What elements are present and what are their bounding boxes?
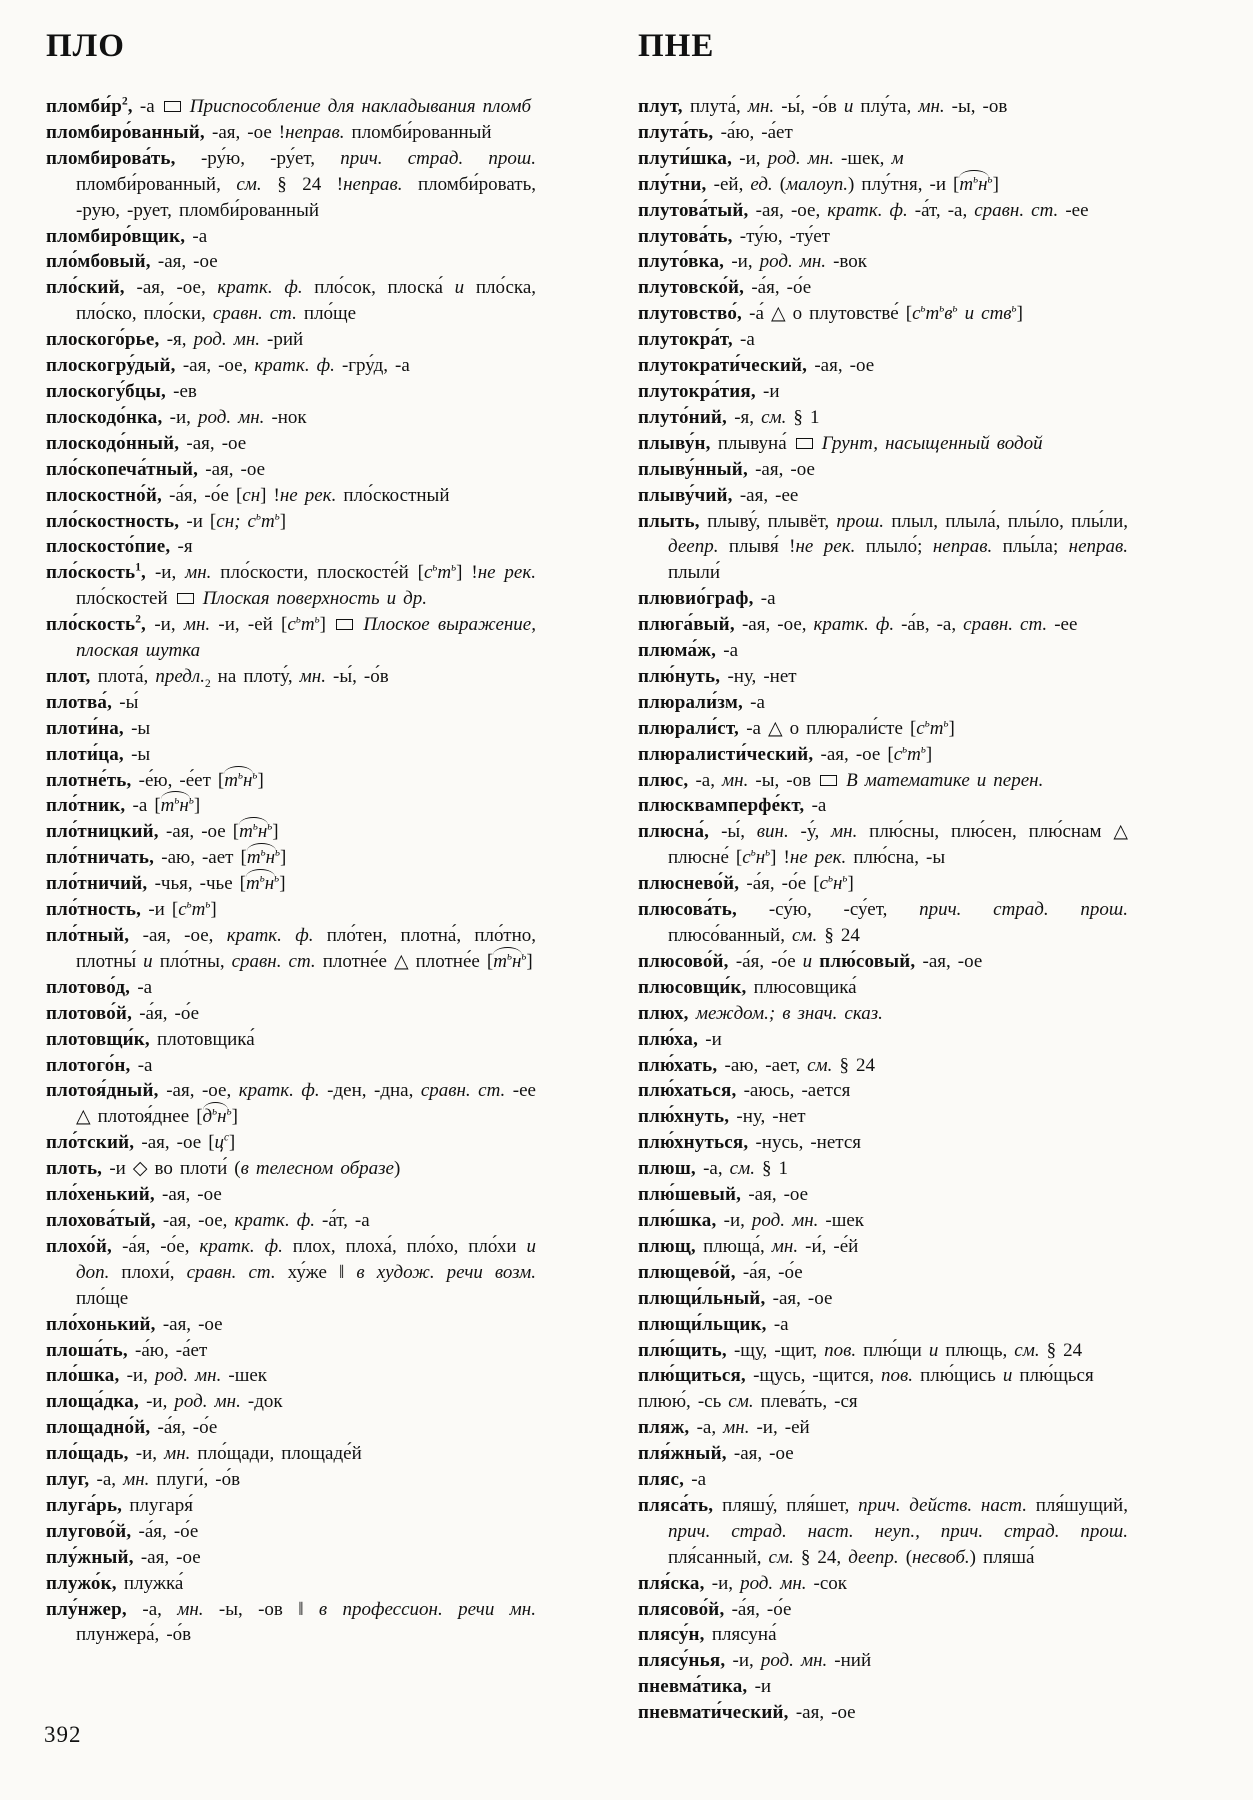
running-head-right: ПНЕ: [638, 28, 715, 64]
dictionary-entry: плоскодо́нка, -и, род. мн. -нок: [46, 406, 307, 428]
dictionary-entry: плыву́нный, -ая, -ое: [638, 458, 815, 480]
dictionary-entry: пло́тничий, -чья, -чье $[т^ьн^ь]$: [46, 871, 536, 897]
dictionary-entry: плыть, плыву́, плывёт, прош. плыл, плыла́, плы́ло, плы́ли, деепр. плывя́ !не рек. плыло́; неправ. плы́ла; неправ. плыли́: [638, 510, 1129, 584]
dictionary-entry: плохо́й, -а́я, -о́е, кратк. ф. плох, плоха́, пло́хо, пло́хи и доп. плохи́, сравн. ст. ху́же ‖ в худож. речи возм. пло́ще: [46, 1235, 536, 1309]
dictionary-entry: плутовство́, -а́ △ о плутовстве́ [$с^ьт^ьв^ь$ и ств$^ь$]: [638, 302, 1023, 325]
dictionary-entry: пляс, -а: [638, 1469, 707, 1491]
dictionary-entry: плотоя́дный, -ая, -ое, кратк. ф. -ден, -дна, сравн. ст. -ее △ плотоя́днее $[д^ьн^ь]$: [46, 1078, 536, 1130]
dictionary-entry: плю́шевый, -ая, -ое: [638, 1184, 809, 1206]
dictionary-entry: плясу́нья, -и, род. мн. -ний: [638, 1650, 872, 1672]
dictionary-entry: пломбиро́ванный, -ая, -ое !неправ. пломби́рованный: [46, 121, 492, 143]
dictionary-entry: плюсово́й, -а́я, -о́е и плю́совый, -ая, -ое: [638, 950, 983, 972]
dictionary-entry: пло́хенький, -ая, -ое: [46, 1184, 222, 1206]
dictionary-entry: плю́нуть, -ну, -нет: [638, 665, 797, 687]
dictionary-entry: плясово́й, -а́я, -о́е: [638, 1598, 792, 1620]
dictionary-entry: плюс, -а, мн. -ы, -ов В математике и перен.: [638, 769, 1044, 791]
dictionary-entry: плю́хнуть, -ну, -нет: [638, 1106, 806, 1128]
definition-box-icon: [164, 101, 181, 112]
dictionary-entry: пломбиро́вщик, -а: [46, 225, 208, 247]
dictionary-entry: плющ, плюща́, мн. -и́, -е́й: [638, 1235, 859, 1257]
dictionary-entry: плюш, -а, см. § 1: [638, 1158, 789, 1180]
dictionary-entry: пло́тницкий, -ая, -ое $[т^ьн^ь]$: [46, 819, 536, 845]
dictionary-entry: плоскодо́нный, -ая, -ое: [46, 432, 247, 454]
dictionary-entry: плоскосто́пие, -я: [46, 536, 193, 558]
dictionary-entry: плуг, -а, мн. плуги́, -о́в: [46, 1469, 241, 1491]
dictionary-entry: плыву́чий, -ая, -ее: [638, 484, 799, 506]
dictionary-entry: плот, плота́, $предл._2$ на плоту́, мн. -ы́, -о́в: [46, 665, 389, 690]
dictionary-entry: пляж, -а, мн. -и, -ей: [638, 1417, 810, 1439]
dictionary-entry: плюсквамперфе́кт, -а: [638, 795, 827, 817]
dictionary-entry: плутова́тый, -ая, -ое, кратк. ф. -а́т, -а, сравн. ст. -ее: [638, 199, 1089, 221]
dictionary-entry: пло́хонький, -ая, -ое: [46, 1313, 223, 1335]
dictionary-entry: пло́тный, -ая, -ое, кратк. ф. пло́тен, плотна́, пло́тно, плотны́ и пло́тны, сравн. ст. плотне́е △ плотне́е $[т^ьн^ь]$: [46, 923, 536, 975]
dictionary-entry: плотовщи́к, плотовщика́: [46, 1028, 255, 1050]
page-number: 392: [44, 1722, 82, 1747]
dictionary-entry: плутовско́й, -а́я, -о́е: [638, 277, 812, 299]
dictionary-entry: плути́шка, -и, род. мн. -шек, м: [638, 147, 904, 169]
dictionary-entry: плюралисти́ческий, -ая, -ое $[с^ьт^ь]$: [638, 743, 933, 765]
definition-box-icon: [336, 619, 353, 630]
dictionary-entry: плюма́ж, -а: [638, 640, 739, 662]
dictionary-entry: плю́хаться, -аюсь, -ается: [638, 1080, 851, 1102]
dictionary-entry: плоского́рье, -я, род. мн. -рий: [46, 329, 304, 351]
dictionary-entry: плотне́ть, -е́ю, -е́ет $[т^ьн^ь]$: [46, 768, 536, 794]
dictionary-entry: плутокра́т, -а: [638, 329, 755, 351]
dictionary-entry: плюрали́зм, -а: [638, 691, 765, 713]
dictionary-entry: пло́щадь, -и, мн. пло́щади, площаде́й: [46, 1443, 362, 1465]
dictionary-entry: плю́щиться, -щусь, -щится, пов. плю́щись и плю́щься: [638, 1365, 1094, 1387]
dictionary-entry: плюга́вый, -ая, -ое, кратк. ф. -а́в, -а, сравн. ст. -ее: [638, 614, 1078, 636]
dictionary-entry: плюсовщи́к, плюсовщика́: [638, 976, 857, 998]
dictionary-entry: плотово́д, -а: [46, 976, 153, 998]
dictionary-entry: плоша́ть, -а́ю, -а́ет: [46, 1339, 208, 1361]
dictionary-entry: плюснево́й, -а́я, -о́е $[с^ьн^ь]$: [638, 872, 854, 895]
dictionary-entry: плотва́, -ы́: [46, 691, 139, 713]
dictionary-entry: пло́тничать, -аю, -ает $[т^ьн^ь]$: [46, 845, 536, 871]
dictionary-entry: пло́шка, -и, род. мн. -шек: [46, 1365, 267, 1387]
dictionary-entry: плыву́н, плывуна́ Грунт, насыщенный водой: [638, 432, 1043, 454]
dictionary-entry: плутова́ть, -ту́ю, -ту́ет: [638, 225, 830, 247]
entries-left: [46, 94, 536, 1648]
dictionary-entry: плю́хать, -аю, -ает, см. § 24: [638, 1054, 875, 1076]
dictionary-entry: плотого́н, -а: [46, 1054, 153, 1076]
dictionary-entry: пломбирова́ть, -ру́ю, -ру́ет, прич. страд. прош. пломби́рованный, см. § 24 !неправ. пломби́ровать, -рую, -рует, пломби́рованный: [46, 147, 537, 221]
dictionary-entry: пля́ска, -и, род. мн. -сок: [638, 1572, 848, 1594]
dictionary-entry: плута́ть, -а́ю, -а́ет: [638, 121, 793, 143]
dictionary-entry: плоскогу́бцы, -ев: [46, 380, 197, 402]
dictionary-entry: пло́скость$^2$, -и, мн. -и, -ей $[с^ьт^ь]$ Плоское выражение, плоская шутка: [46, 613, 536, 662]
dictionary-entry: пневма́тика, -и: [638, 1676, 772, 1698]
column-right: [638, 26, 1128, 1726]
dictionary-entry: плу́жный, -ая, -ое: [46, 1546, 201, 1568]
dictionary-entry: плутократи́ческий, -ая, -ое: [638, 355, 875, 377]
dictionary-entry: пляса́ть, пляшу́, пля́шет, прич. действ. наст. пля́шущий, прич. страд. наст. неуп., прич. страд. прош. пля́санный, см. § 24, деепр. (несвоб.) пляша́: [638, 1494, 1128, 1568]
dictionary-entry: плоскогру́дый, -ая, -ое, кратк. ф. -гру́д, -а: [46, 355, 410, 377]
dictionary-entry: пло́скостность, -и [сн; $с^ьт^ь$]: [46, 510, 287, 532]
dictionary-entry: пля́жный, -ая, -ое: [638, 1443, 794, 1465]
dictionary-entry: пло́тник, -а $[т^ьн^ь]$: [46, 793, 536, 819]
dictionary-entry: пло́тность, -и $[с^ьт^ь]$: [46, 898, 217, 921]
dictionary-entry: плу́нжер, -а, мн. -ы, -ов ‖ в профессион. речи мн. плунжера́, -о́в: [46, 1598, 536, 1646]
dictionary-entry: пло́мбовый, -ая, -ое: [46, 251, 218, 273]
dictionary-entry: плохова́тый, -ая, -ое, кратк. ф. -а́т, -а: [46, 1209, 370, 1231]
dictionary-entry: плуга́рь, плугаря́: [46, 1494, 193, 1516]
running-head-left: ПЛО: [46, 28, 125, 64]
dictionary-entry: плоть, -и ◇ во плоти́ (в телесном образе): [46, 1158, 401, 1180]
dictionary-entry: плюсна́, -ы́, вин. -у́, мн. плю́сны, плю́сен, плю́снам △ плюсне́ $[с^ьн^ь]$ !не рек. плю́сна, -ы: [638, 821, 1128, 869]
dictionary-entry: пло́тский, -ая, -ое $[ц^с]$: [46, 1131, 236, 1154]
dictionary-entry: плющи́льщик, -а: [638, 1313, 789, 1335]
definition-box-icon: [177, 593, 194, 604]
dictionary-entry: плю́щить, -щу, -щит, пов. плю́щи и плющь, см. § 24: [638, 1339, 1083, 1361]
dictionary-entry: плуто́вка, -и, род. мн. -вок: [638, 251, 867, 273]
dictionary-entry: плюх, междом.; в знач. сказ.: [638, 1002, 883, 1024]
dictionary-entry: плугово́й, -а́я, -о́е: [46, 1520, 199, 1542]
dictionary-entry: плю́хнуться, -нусь, -нется: [638, 1132, 861, 1154]
dictionary-entry: плюрали́ст, -а △ о плюрали́сте $[с^ьт^ь]$: [638, 717, 955, 739]
dictionary-entry: плющево́й, -а́я, -о́е: [638, 1261, 803, 1283]
dictionary-entry: площа́дка, -и, род. мн. -док: [46, 1391, 283, 1413]
dictionary-entry: плуто́ний, -я, см. § 1: [638, 406, 820, 428]
dictionary-entry: пло́скопеча́тный, -ая, -ое: [46, 458, 266, 480]
entries-right: [638, 94, 1128, 1726]
dictionary-entry: плю́ха, -и: [638, 1028, 722, 1050]
dictionary-entry: плужо́к, плужка́: [46, 1572, 184, 1594]
definition-box-icon: [820, 775, 837, 786]
dictionary-entry: пло́скость$^1$, -и, мн. пло́скости, плоскосте́й $[с^ьт^ь]$ !не рек. пло́скостей Плоская поверхность и др.: [46, 561, 536, 610]
dictionary-entry: плоти́ца, -ы: [46, 743, 151, 765]
column-left: [46, 26, 536, 1726]
dictionary-entry: площадно́й, -а́я, -о́е: [46, 1417, 218, 1439]
dictionary-entry: плю́шка, -и, род. мн. -шек: [638, 1209, 865, 1231]
dictionary-entry: плющи́льный, -ая, -ое: [638, 1287, 833, 1309]
dictionary-entry: плювио́граф, -а: [638, 588, 776, 610]
dictionary-entry: плюю́, -сь см. плева́ть, -ся: [638, 1391, 858, 1413]
dictionary-entry: плут, плута́, мн. -ы́, -о́в и плу́та, мн. -ы, -ов: [638, 96, 1008, 117]
dictionary-entry: пневмати́ческий, -ая, -ое: [638, 1702, 856, 1724]
dictionary-entry: плюсова́ть, -су́ю, -су́ет, прич. страд. прош. плюсо́ванный, см. § 24: [638, 899, 1129, 946]
dictionary-entry: плутокра́тия, -и: [638, 380, 780, 402]
dictionary-entry: плоскостно́й, -а́я, -о́е [сн] !не рек. пло́скостный: [46, 484, 450, 506]
dictionary-entry: плу́тни, -ей, ед. (малоуп.) плу́тня, -и $[т^ьн^ь]$: [638, 172, 1128, 198]
dictionary-entry: плотово́й, -а́я, -о́е: [46, 1002, 200, 1024]
dictionary-entry: $пломби́р^2$, -а Приспособление для накладывания пломб: [46, 95, 532, 117]
dictionary-entry: пло́ский, -ая, -ое, кратк. ф. пло́сок, плоска́ и пло́ска, пло́ско, пло́ски, сравн. ст. пло́ще: [46, 277, 537, 325]
definition-box-icon: [796, 438, 813, 449]
dictionary-entry: плоти́на, -ы: [46, 717, 151, 739]
dictionary-entry: плясу́н, плясуна́: [638, 1624, 777, 1646]
